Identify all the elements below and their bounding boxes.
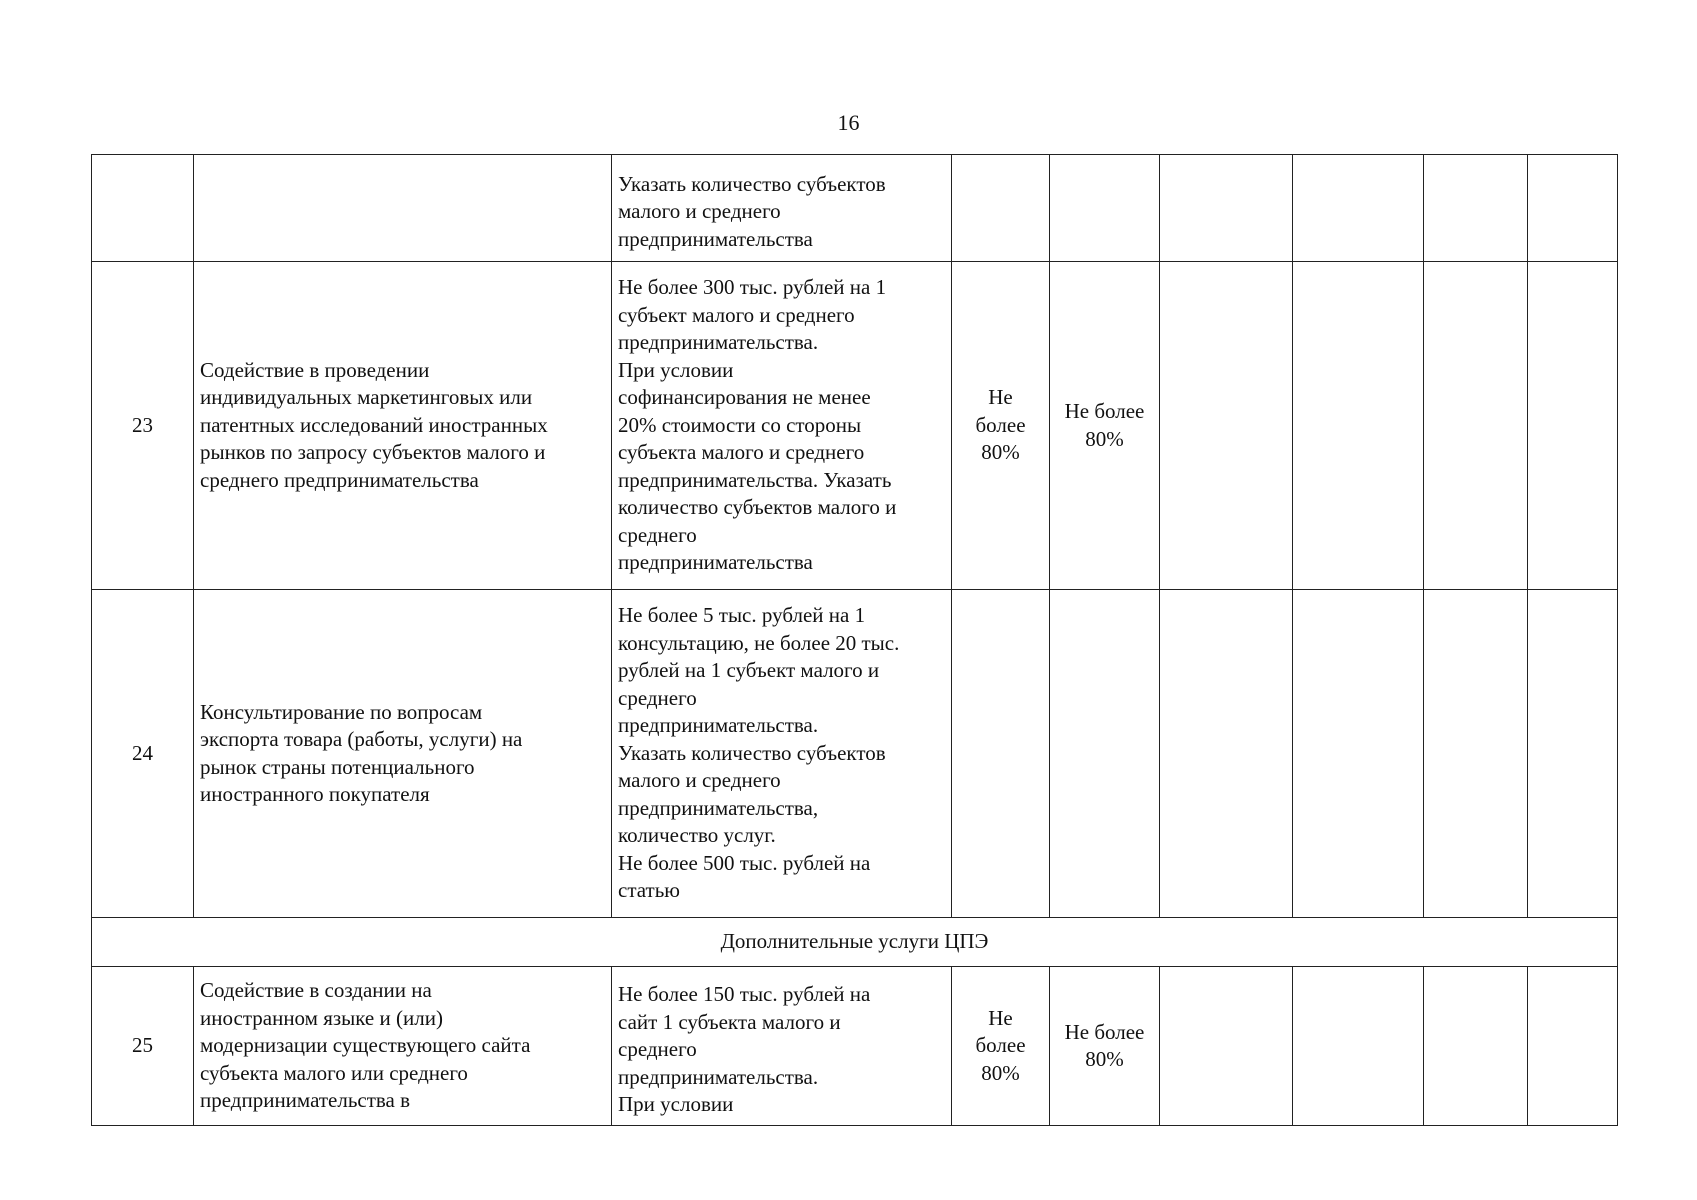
condition-line: предпринимательства: [618, 226, 813, 251]
empty-cell: [1160, 967, 1293, 1126]
condition-line: малого и среднего: [618, 199, 781, 224]
share-line: Не более: [1064, 1019, 1145, 1044]
description-cell: [194, 155, 612, 262]
condition-line: предпринимательства. Указать: [618, 467, 892, 492]
condition-line: предпринимательства: [618, 550, 813, 575]
condition-line: предпринимательства.: [618, 330, 819, 355]
condition-line: При условии: [618, 357, 734, 382]
empty-cell: [1528, 967, 1618, 1126]
condition-line: среднего: [618, 1037, 697, 1062]
condition-line: При условии: [618, 1092, 734, 1117]
empty-cell: [952, 155, 1050, 262]
share-line: более: [975, 412, 1026, 437]
condition-line: Не более 5 тыс. рублей на 1: [618, 603, 866, 628]
condition-line: малого и среднего: [618, 768, 781, 793]
condition-line: субъект малого и среднего: [618, 302, 855, 327]
share-line: Не: [988, 385, 1013, 410]
description-cell: [194, 590, 612, 918]
condition-line: Не более 150 тыс. рублей на: [618, 982, 871, 1007]
empty-cell: [1528, 590, 1618, 918]
description-line: патентных исследований иностранных: [200, 412, 548, 437]
empty-cell: [1424, 155, 1528, 262]
description-line: рынок страны потенциального: [200, 754, 475, 779]
description-line: Содействие в создании на: [200, 978, 432, 1003]
empty-cell: [1293, 155, 1424, 262]
share-cell-a: [952, 967, 1050, 1126]
empty-cell: [1293, 262, 1424, 590]
conditions-cell: [612, 155, 952, 262]
share-line: Не более: [1064, 399, 1145, 423]
condition-line: предпринимательства,: [618, 795, 819, 820]
condition-line: Не более 300 тыс. рублей на 1: [618, 275, 887, 300]
condition-line: сайт 1 субъекта малого и: [618, 1009, 841, 1034]
table-row-25: [92, 967, 1618, 1126]
description-line: предпринимательства в: [200, 1088, 411, 1113]
share-line: более: [975, 1033, 1026, 1058]
description-cell: [194, 262, 612, 590]
share-line: 80%: [1085, 426, 1124, 451]
condition-line: Указать количество субъектов: [618, 171, 886, 196]
conditions-cell: [612, 262, 952, 590]
condition-line: софинансирования не менее: [618, 385, 871, 410]
condition-line: количество субъектов малого и: [618, 495, 897, 520]
condition-line: субъекта малого и среднего: [618, 440, 865, 465]
services-table: [91, 154, 1618, 1126]
empty-cell: [1160, 262, 1293, 590]
section-header: Дополнительные услуги ЦПЭ: [92, 918, 1618, 967]
condition-line: статью: [618, 878, 680, 903]
conditions-cell: [612, 967, 952, 1126]
description-line: Содействие в проведении: [200, 357, 430, 382]
condition-line: Указать количество субъектов: [618, 740, 886, 765]
row-number-cell: 23: [92, 262, 194, 590]
row-number-cell: 24: [92, 590, 194, 918]
description-line: иностранного покупателя: [200, 782, 430, 806]
empty-cell: [1050, 155, 1160, 262]
page-number: 16: [837, 110, 860, 135]
empty-cell: [952, 590, 1050, 918]
condition-line: предпринимательства.: [618, 713, 819, 738]
share-cell-b: [1050, 262, 1160, 590]
condition-line: предпринимательства.: [618, 1064, 819, 1089]
share-line: 80%: [981, 440, 1020, 465]
row-number-cell: 25: [92, 967, 194, 1126]
empty-cell: [1424, 262, 1528, 590]
condition-line: количество услуг.: [618, 823, 776, 848]
condition-line: Не более 500 тыс. рублей на: [618, 850, 871, 875]
share-cell-b: [1050, 967, 1160, 1126]
description-line: субъекта малого или среднего: [200, 1060, 468, 1085]
table-row-continuation: [92, 155, 1618, 262]
conditions-cell: [612, 590, 952, 918]
share-cell-a: [952, 262, 1050, 590]
description-line: среднего предпринимательства: [200, 467, 479, 492]
description-line: Консультирование по вопросам: [200, 699, 483, 724]
share-line: 80%: [981, 1060, 1020, 1085]
empty-cell: [1293, 590, 1424, 918]
condition-line: среднего: [618, 522, 697, 547]
empty-cell: [1293, 967, 1424, 1126]
condition-line: консультацию, не более 20 тыс.: [618, 630, 900, 655]
description-line: иностранном языке и (или): [200, 1005, 443, 1030]
description-line: модернизации существующего сайта: [200, 1033, 531, 1058]
empty-cell: [1528, 155, 1618, 262]
description-cell: [194, 967, 612, 1126]
row-number-cell: [92, 155, 194, 262]
empty-cell: [1424, 967, 1528, 1126]
description-line: экспорта товара (работы, услуги) на: [200, 727, 523, 751]
empty-cell: [1528, 262, 1618, 590]
empty-cell: [1424, 590, 1528, 918]
condition-line: среднего: [618, 685, 697, 710]
condition-line: рублей на 1 субъект малого и: [618, 658, 880, 683]
share-line: 80%: [1085, 1047, 1124, 1071]
description-line: индивидуальных маркетинговых или: [200, 385, 533, 410]
empty-cell: [1160, 590, 1293, 918]
section-header-row: [92, 918, 1618, 967]
share-line: Не: [988, 1005, 1013, 1030]
condition-line: 20% стоимости со стороны: [618, 412, 862, 437]
table-row-23: [92, 262, 1618, 590]
description-line: рынков по запросу субъектов малого и: [200, 440, 546, 465]
empty-cell: [1160, 155, 1293, 262]
table-row-24: [92, 590, 1618, 918]
empty-cell: [1050, 590, 1160, 918]
